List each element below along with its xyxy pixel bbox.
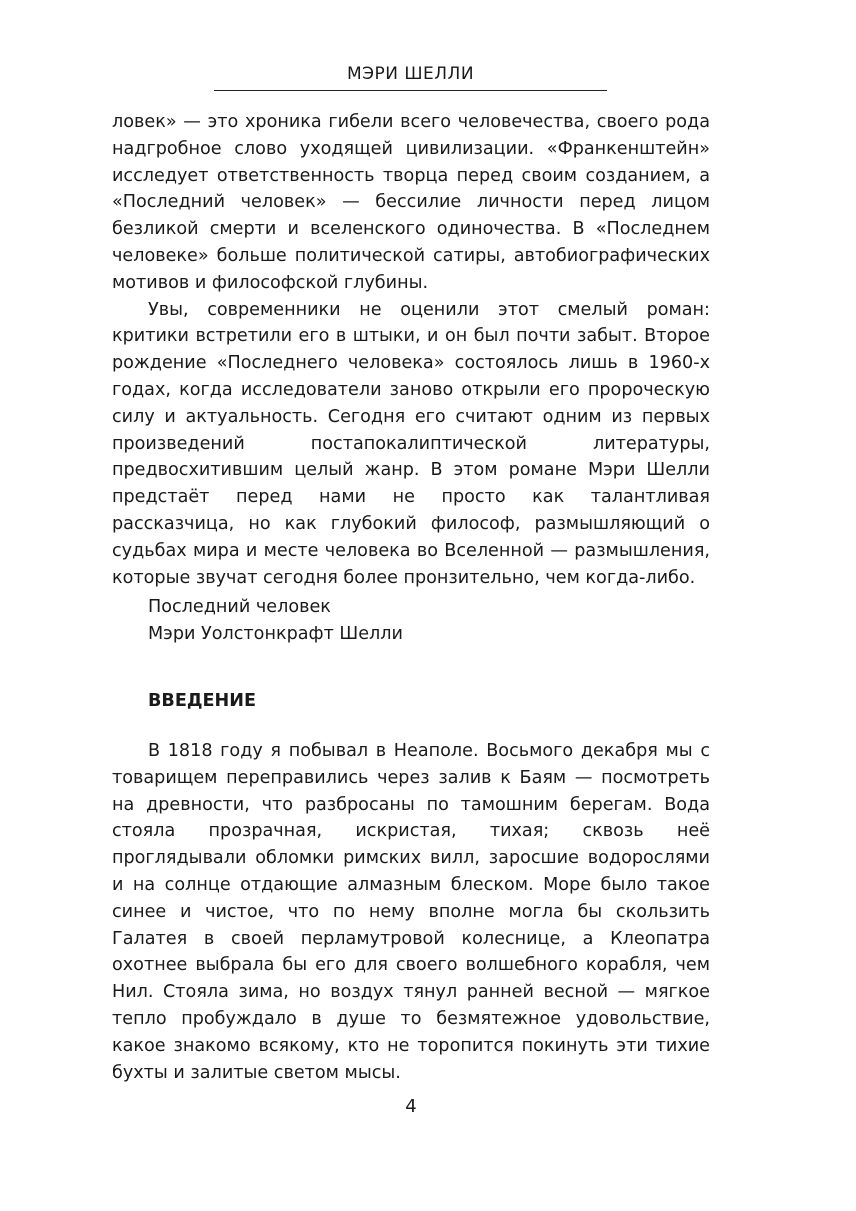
paragraph-3: В 1818 году я побывал в Неаполе. Восьмого декабря мы с товарищем переправились через залив к Баям — посмотреть на древности, что разбросаны по тамошним берегам. Вода стояла прозрачная, искристая, тихая; сквозь неё проглядывали обломки римских вилл, заросшие водорослями и на солнце отдающие алмазным блеском. Море было такое синее и чистое, что по нему вполне могла бы скользить Галатея в своей перламутровой колеснице, а Клеопатра охотнее выбрала бы его для своего волшебного корабля, чем Нил. Стояла зима, но воздух тянул ранней весной — мягкое тепло пробуждало в душе то безмятежное удовольствие, какое знакомо всякому, кто не торопится покинуть эти тихие бухты и залитые светом мысы. (112, 741, 710, 1083)
paragraph-1: ловек» — это хроника гибели всего человечества, своего рода надгробное слово уходящей цивилизации. «Франкенштейн» исследует ответственность творца перед своим созданием, а «Последний человек» — бессилие личности перед лицом безликой смерти и вселенского одиночества. В «Последнем человеке» больше политической сатиры, автобиографических мотивов и философской глубины. (112, 112, 710, 293)
page-number: 4 (405, 1096, 417, 1117)
text-block-preface (112, 109, 710, 591)
header-rule (214, 90, 607, 91)
text-block-introduction (112, 738, 710, 1086)
running-head: МЭРИ ШЕЛЛИ (346, 64, 475, 84)
signature-author: Мэри Уолстонкрафт Шелли (148, 624, 403, 644)
signature-title: Последний человек (148, 597, 331, 617)
section-heading: ВВЕДЕНИЕ (148, 691, 256, 711)
paragraph-2: Увы, современники не оценили этот смелый роман: критики встретили его в штыки, и он был почти забыт. Второе рождение «Последнего человека» состоялось лишь в 1960-х годах, когда исследователи заново открыли его пророческую силу и актуальность. Сегодня его считают одним из первых произведений постапокалиптической литературы, предвосхитившим целый жанр. В этом романе Мэри Шелли предстаёт перед нами не просто как талантливая рассказчица, но как глубокий философ, размышляющий о судьбах мира и месте человека во Вселенной — размышления, которые звучат сегодня более пронзительно, чем когда-либо. (112, 299, 710, 588)
